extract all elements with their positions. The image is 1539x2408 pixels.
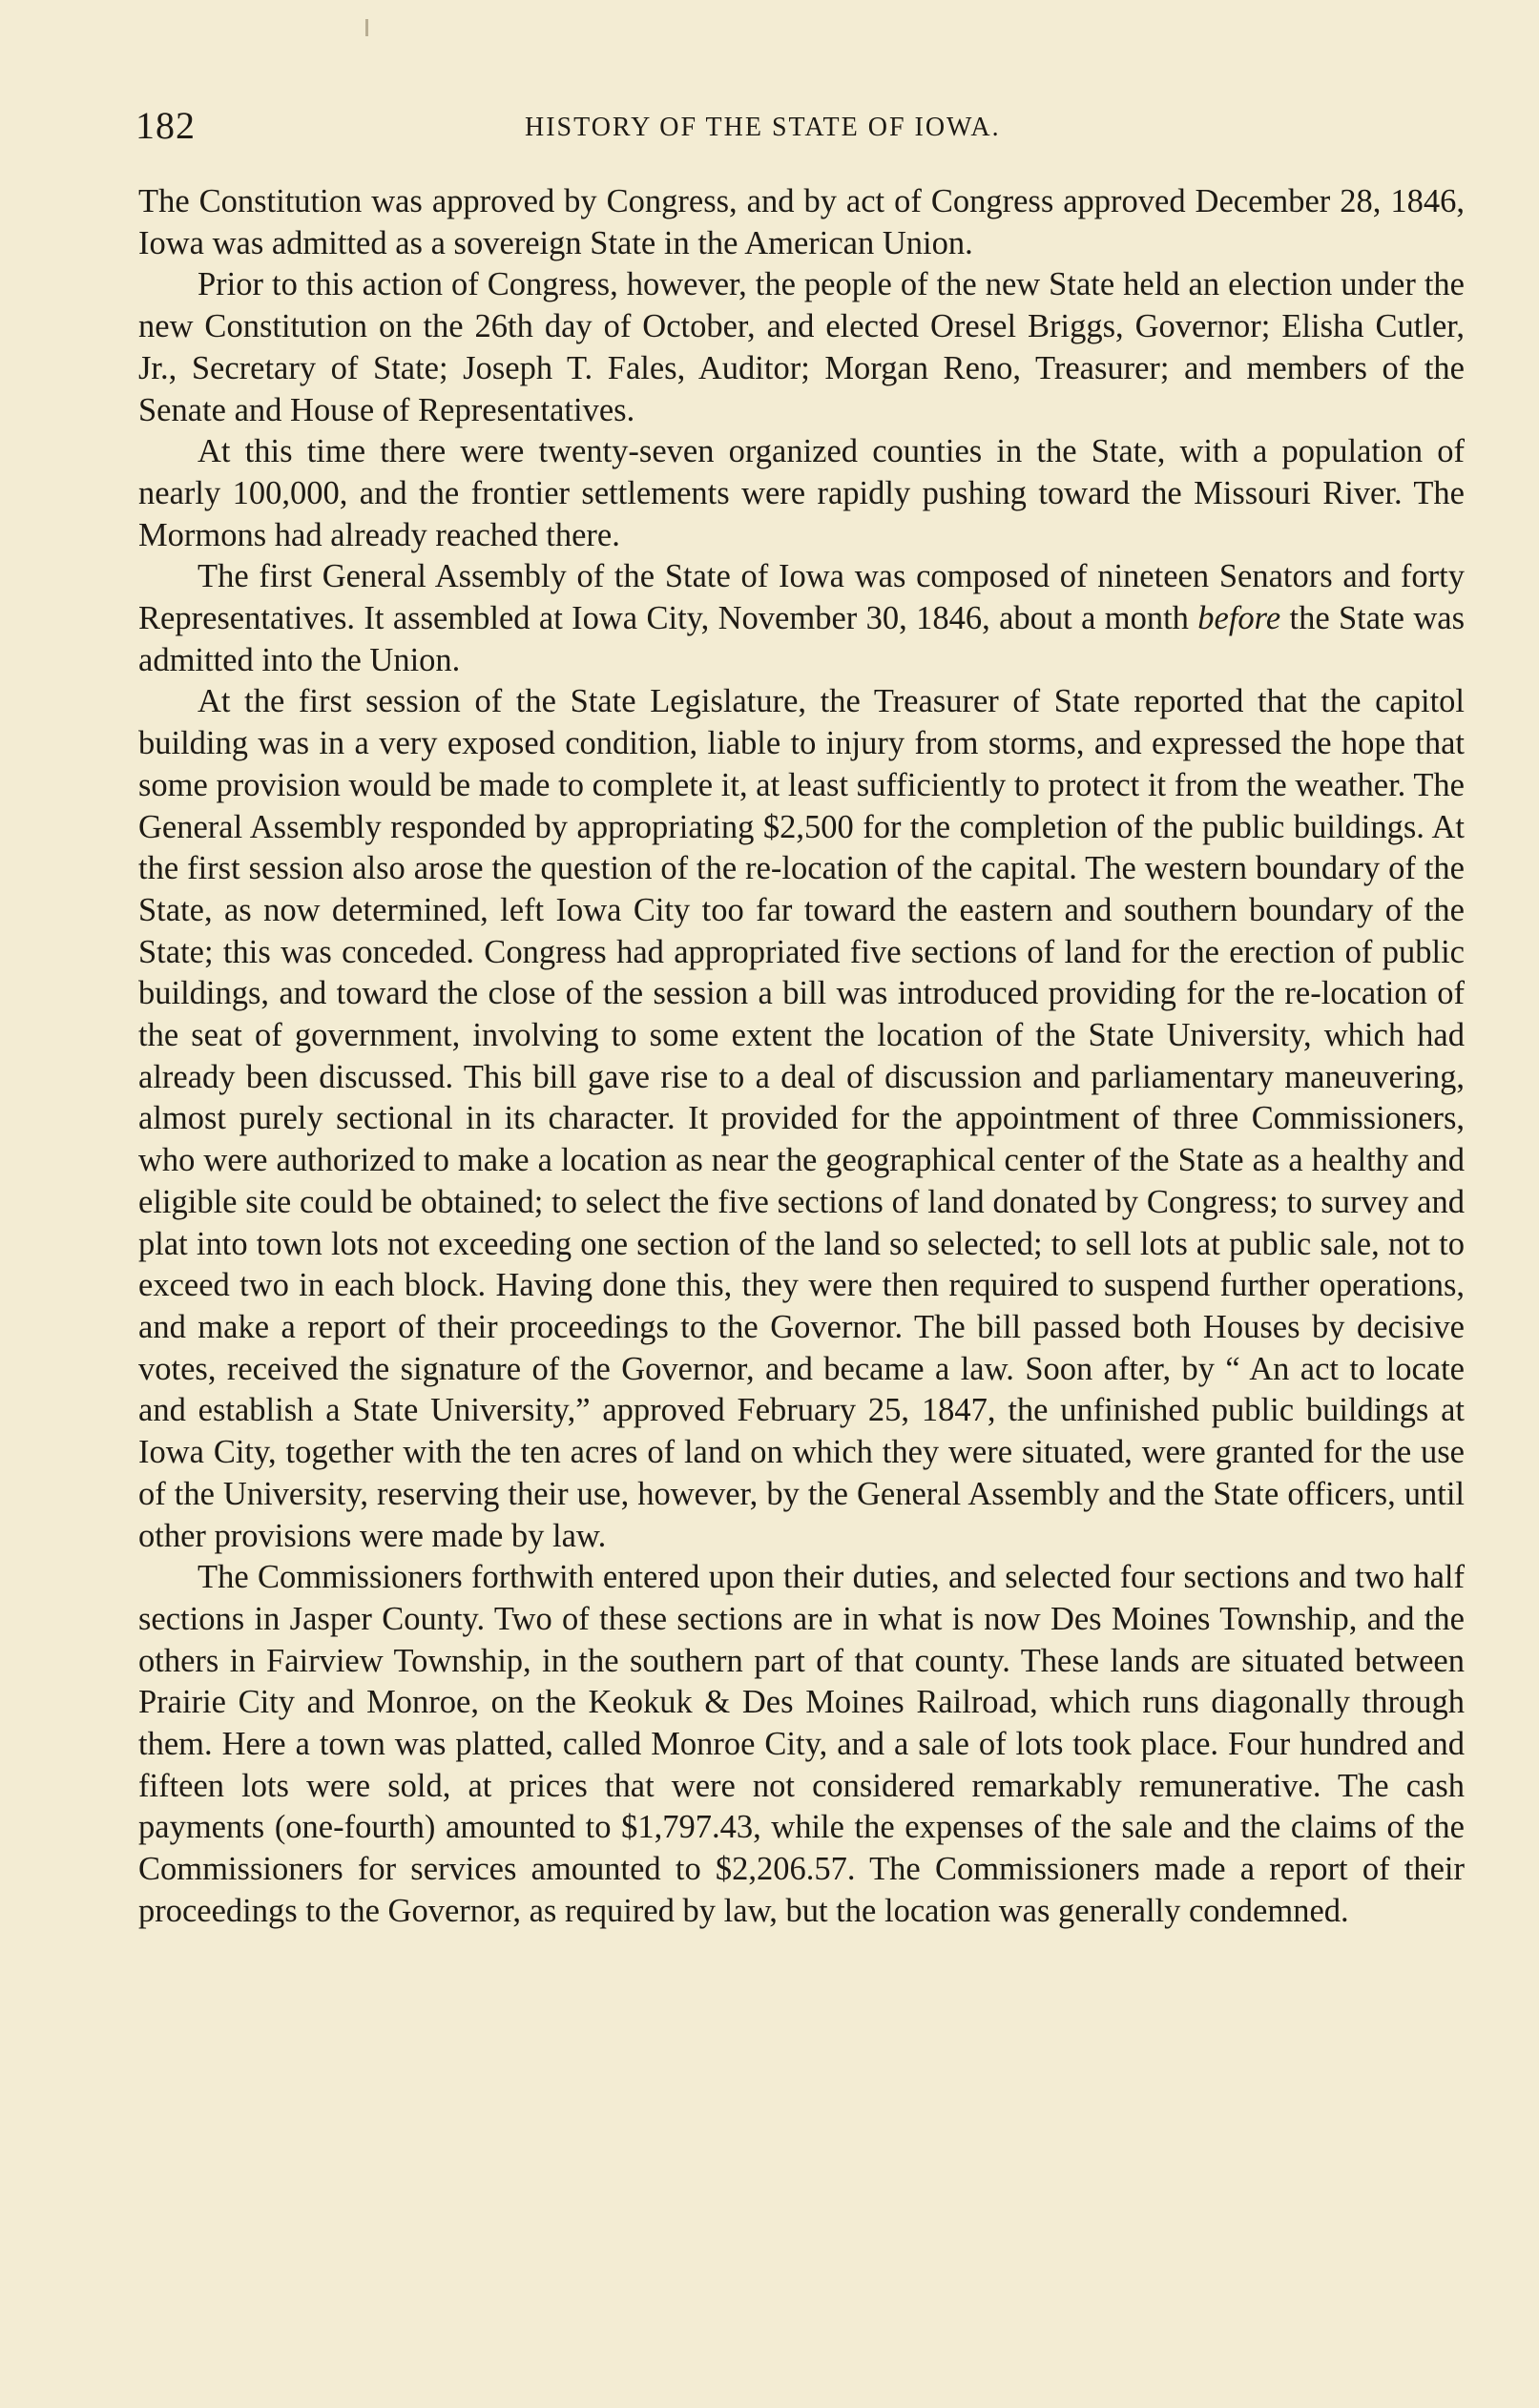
emphasis: before bbox=[1197, 600, 1281, 637]
body-text bbox=[138, 181, 1465, 1933]
paragraph: The first General Assembly of the State of Iowa was composed of nineteen Senators and forty Representatives. It assembled at Iowa City, November 30, 1846, about a month before the State was admitted into the Union. bbox=[138, 558, 1465, 678]
paragraph: The Constitution was approved by Congress, and by act of Congress approved December 28, 1846, Iowa was admitted as a sovereign State in the American Union. bbox=[138, 183, 1465, 261]
running-title: HISTORY OF THE STATE OF IOWA. bbox=[525, 113, 1001, 142]
print-speck bbox=[365, 19, 368, 36]
running-head bbox=[135, 103, 1471, 151]
page-number: 182 bbox=[135, 104, 196, 147]
paragraph: The Commissioners forthwith entered upon their duties, and selected four sections and two half sections in Jasper County. Two of these sections are in what is now Des Moines Township, and the others in Fairview Township, in the southern part of that county. These lands are situated between Prairie City and Monroe, on the Keokuk & Des Moines Railroad, which runs diagonally through them. Here a town was platted, called Monroe City, and a sale of lots took place. Four hundred and fifteen lots were sold, at prices that were not considered remarkably remunerative. The cash payments (one-fourth) amounted to $1,797.43, while the expenses of the sale and the claims of the Commissioners for services amounted to $2,206.57. The Commissioners made a report of their proceedings to the Governor, as required by law, but the location was generally condemned. bbox=[138, 1559, 1465, 1929]
paragraph: Prior to this action of Congress, however, the people of the new State held an election under the new Constitution on the 26th day of October, and elected Oresel Briggs, Governor; Elisha Cutler, Jr., Secretary of State; Joseph T. Fales, Auditor; Morgan Reno, Treasurer; and members of the Senate and House of Representatives. bbox=[138, 266, 1465, 428]
paragraph: At the first session of the State Legislature, the Treasurer of State reported that the capitol building was in a very exposed condition, liable to injury from storms, and expressed the hope that some provision would be made to complete it, at least sufficiently to protect it from the weather. The General Assembly responded by appropriating $2,500 for the completion of the public buildings. At the first session also arose the question of the re-location of the capital. The western boundary of the State, as now determined, left Iowa City too far toward the eastern and southern boundary of the State; this was conceded. Congress had appropriated five sections of land for the erection of public buildings, and toward the close of the session a bill was introduced providing for the re-location of the seat of government, involving to some extent the location of the State University, which had already been discussed. This bill gave rise to a deal of discussion and parliamentary maneuvering, almost purely sectional in its character. It provided for the appointment of three Commissioners, who were authorized to make a location as near the geographical center of the State as a healthy and eligible site could be obtained; to select the five sections of land donated by Congress; to survey and plat into town lots not exceeding one section of the land so selected; to sell lots at public sale, not to exceed two in each block. Having done this, they were then required to suspend further operations, and make a report of their proceedings to the Governor. The bill passed both Houses by decisive votes, received the signature of the Governor, and became a law. Soon after, by “ An act to locate and establish a State University,” approved February 25, 1847, the unfinished public buildings at Iowa City, together with the ten acres of land on which they were situated, were granted for the use of the University, reserving their use, however, by the General Assembly and the State officers, until other provisions were made by law. bbox=[138, 683, 1465, 1554]
paragraph: At this time there were twenty-seven organized counties in the State, with a population of nearly 100,000, and the frontier settlements were rapidly pushing toward the Missouri River. The Mormons had already reached there. bbox=[138, 433, 1465, 553]
